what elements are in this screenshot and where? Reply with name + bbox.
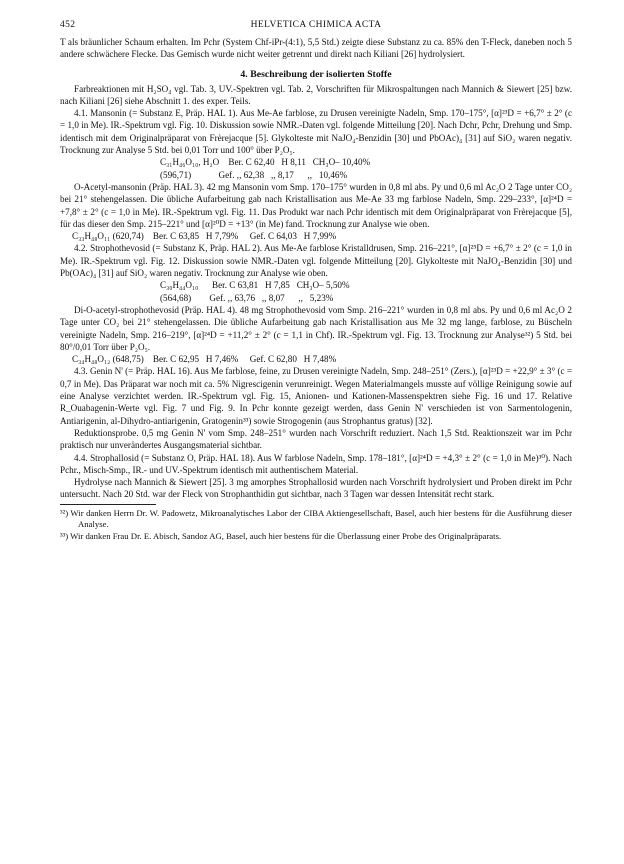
analysis-mansonin-line1: C₃₁H₄₆O₁₀, H₂O Ber. C 62,40 H 8,11 CH₃O– 10,40% [160, 157, 371, 168]
paragraph-reduktionsprobe: Reduktionsprobe. 0,5 mg Genin N' vom Smp. 248–251° wurden nach Vorschrift reduziert. Nach 1,5 Std. Reaktionszeit war im Pchr praktisch nur unverändertes Ausgangsmaterial sichtbar. [60, 427, 572, 451]
journal-title: HELVETICA CHIMICA ACTA [250, 20, 382, 30]
section-heading: 4. Beschreibung der isolierten Stoffe [240, 68, 392, 80]
footnote-33: ³³) Wir danken Frau Dr. E. Abisch, Sandoz AG, Basel, auch hier bestens für die Überlassung einer Probe des Originalpräparats. [60, 530, 502, 541]
paragraph-acetyl-mansonin: O-Acetyl-mansonin (Präp. HAL 3). 42 mg Mansonin vom Smp. 170–175° wurden in 0,8 ml abs. Py und 0,6 ml Ac₂O 2 Tage unter CO₂ bei 21° stehengelassen. Die übliche Aufarbeitung gab nach Kristallisation aus Me-Ae 33 mg farblose Nadeln, Smp. 229–233°, [α]²⁴D = +7,8° ± 2° (c = 1,0 in Me). IR.-Spektrum vgl. Fig. 11. Das Produkt war nach Pchr identisch mit dem Originalpräparat von Frèrejacque [5], für das dieser den Smp. 215–221° und [α]²⁰D = +13° (in Me) fand. Trocknung zur Analyse wie oben. [60, 181, 572, 229]
analysis-diacetyl-strophothevosid: C₃₄H₄₈O₁₂ (648,75) Ber. C 62,95 H 7,46% Gef. C 62,80 H 7,48% [72, 354, 337, 365]
paragraph-intro-continuation: T als bräunlicher Schaum erhalten. Im Pchr (System Chf-iPr-(4:1), 5,5 Std.) zeigte diese Substanz zu ca. 85% den T-Fleck, daneben noch 5 andere schwächere Flecke. Das Gemisch wurde nicht weiter getrennt und direkt nach Kiliani [26] hydrolysiert. [60, 37, 572, 60]
paragraph-color-reactions: Farbreaktionen mit H₂SO₄ vgl. Tab. 3, UV.-Spektren vgl. Tab. 2, Vorschriften für Mikrospaltungen nach Mannich & Siewert [25] bzw. nach Kiliani [26] siehe Abschnitt 1. des exper. Teils. [60, 83, 572, 106]
analysis-strophothevosid-line1: C₃₀H₄₄O₁₀ Ber. C 63,81 H 7,85 CH₃O– 5,50% [160, 280, 350, 291]
page-number: 452 [60, 20, 76, 30]
paragraph-mansonin: 4.1. Mansonin (= Substanz E, Präp. HAL 1). Aus Me-Ae farblose, zu Drusen vereinigte Nadeln, Smp. 170–175°, [α]²³D = +6,7° ± 2° (c = 1,0 in Me). IR.-Spektrum vgl. Fig. 10. Diskussion sowie NMR.-Daten vgl. folgende Mitteilung [20]. Nach Dchr, Pchr, Drehung und Smp. identisch mit dem Originalpräparat von Frèrejacque [5]. Glykolteste mit NaJO₄-Benzidin [30] und PbOAc)₄ [31] auf SiO₂ waren negativ. Trocknung zur Analyse 5 Std. bei 0,01 Torr und 100° über P₂O₅. [60, 108, 572, 156]
analysis-strophothevosid-line2: (564,68) Gef. ,, 63,76 ,, 8,07 ,, 5,23% [160, 292, 334, 303]
footnote-32: ³²) Wir danken Herrn Dr. W. Padowetz, Mikroanalytisches Labor der CIBA Aktiengesellschaft, Basel, auch hier bestens für die Ausführung dieser Analyse. [60, 507, 572, 530]
analysis-acetyl-mansonin: C₃₃H₄₈O₁₁ (620,74) Ber. C 63,85 H 7,79% Gef. C 64,03 H 7,99% [72, 231, 337, 242]
paragraph-genin-n: 4.3. Genin N' (= Präp. HAL 16). Aus Me farblose, feine, zu Drusen vereinigte Nadeln, Smp. 248–251° (Zers.), [α]²³D = +22,9° ± 3° (c = 0,7 in Me). Das Präparat war noch mit ca. 5% Nigrescigenin verunreinigt. Wegen Materialmangels musste auf völlige Reinigung sowie auf eine Analyse verzichtet werden. IR.-Spektrum vgl. Fig. 15, Anionen- und Kationen-Massenspektren siehe Fig. 16 und 17. Relative R_Ouabagenin-Werte vgl. Fig. 7 und Fig. 9. In Pchr konnte gezeigt werden, dass Genin N' verschieden ist von Sarmentologenin, Antiarigenin, al-Dihydro-antiarigenin, Gratogenin³³) sowie Strogogenin (aus Strophantus gratus) [32]. [60, 366, 572, 426]
paragraph-strophallosid: 4.4. Strophallosid (= Substanz O, Präp. HAL 18). Aus W farblose Nadeln, Smp. 178–181°, [α]²⁴D = +4,3° ± 2° (c = 1,0 in Me)³⁰). Nach Pchr., Misch-Smp., IR.- und UV.-Spektrum identisch mit authentischem Material. [60, 452, 572, 475]
paragraph-hydrolyse: Hydrolyse nach Mannich & Siewert [25]. 3 mg amorphes Strophallosid wurden nach Vorschrift hydrolysiert und Proben direkt im Pchr untersucht. Nach 20 Std. war der Fleck von Strophanthidin gut sichtbar, nach 3 Tagen war dessen Intensität recht stark. [60, 477, 572, 500]
paragraph-strophothevosid: 4.2. Strophothevosid (= Substanz K, Präp. HAL 2). Aus Me-Ae farblose Kristalldrusen, Smp. 216–221°, [α]²⁵D = +6,7° ± 2° (c = 1,0 in Me). IR.-Spektrum vgl. Fig. 12. Diskussion sowie NMR.-Daten vgl. folgende Mitteilung [20]. Glykolteste mit NaJO₄-Benzidin [30] und Pb(OAc)₄ [31] auf SiO₂ waren negativ. Trocknung zur Analyse wie oben. [60, 243, 572, 279]
footnote-divider [60, 504, 156, 505]
running-head [60, 20, 572, 36]
paragraph-diacetyl-strophothevosid: Di-O-acetyl-strophothevosid (Präp. HAL 4). 48 mg Strophothevosid vom Smp. 216–221° wurden in 0,8 ml abs. Py und 0,6 ml Ac₂O 2 Tage unter CO₂ bei 21° stehengelassen. Die übliche Aufarbeitung gab nach Kristallisation aus Me 32 mg lange, farblose, zu Büscheln vereinigte Nadeln, Smp. 216–219°, [α]²⁴D = +11,2° ± 2° (c = 1,1 in Chf). IR.-Spektrum vgl. Fig. 13. Trocknung zur Analyse³²) 5 Std. bei 80°/0,01 Torr über P₂O₅. [60, 304, 572, 352]
analysis-mansonin-line2: (596,71) Gef. ,, 62,38 ,, 8,17 ,, 10,46% [160, 169, 348, 180]
journal-page [60, 20, 572, 542]
